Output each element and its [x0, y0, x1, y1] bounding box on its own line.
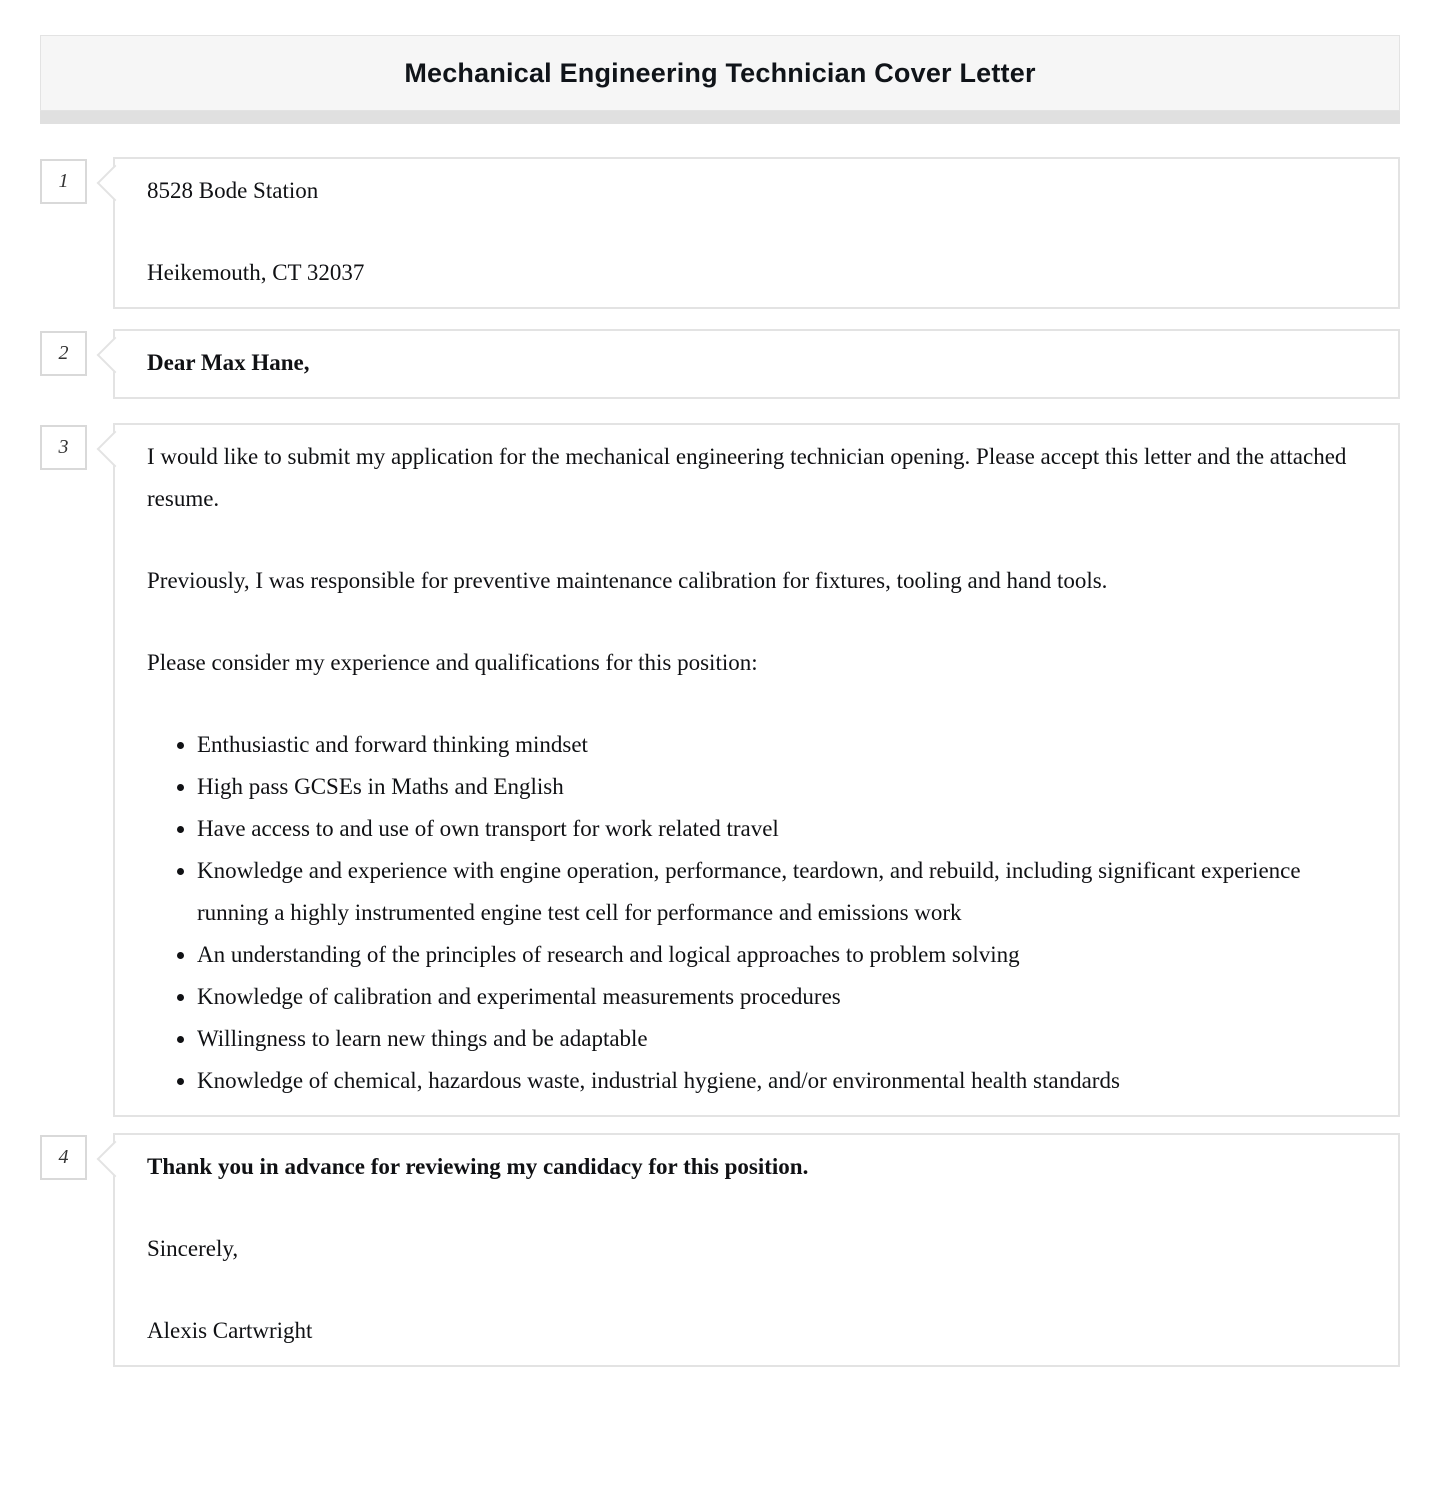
qualification-item: • High pass GCSEs in Maths and English	[197, 766, 1366, 808]
qualification-item: • Knowledge and experience with engine operation, performance, teardown, and rebuild, including significant experience running a highly instrumented engine test cell for performance and emissions work	[197, 850, 1366, 934]
qualification-item: • Have access to and use of own transport for work related travel	[197, 808, 1366, 850]
body-paragraph-2: Previously, I was responsible for preventive maintenance calibration for fixtures, tooling and hand tools.	[147, 568, 1108, 593]
address-line-2: Heikemouth, CT 32037	[147, 260, 365, 285]
qualification-item: • Knowledge of calibration and experimental measurements procedures	[197, 976, 1366, 1018]
address-line-1: 8528 Bode Station	[147, 178, 319, 203]
signoff-text: Sincerely,	[147, 1236, 239, 1261]
closing-box[interactable]	[113, 1133, 1400, 1367]
qualification-item: • Enthusiastic and forward thinking mindset	[197, 724, 1366, 766]
section-body	[40, 423, 1400, 1117]
document-header	[40, 35, 1400, 111]
salutation-box[interactable]	[113, 329, 1400, 399]
qualifications-list	[147, 724, 1366, 1102]
salutation-text: Dear Max Hane,	[147, 350, 310, 375]
badge-number: 3	[58, 436, 69, 458]
qualification-item: • Willingness to learn new things and be adaptable	[197, 1018, 1366, 1060]
section-closing	[40, 1133, 1400, 1367]
page-title: Mechanical Engineering Technician Cover Letter	[404, 57, 1036, 88]
section-number-badge[interactable]	[40, 159, 87, 204]
section-address	[40, 157, 1400, 309]
body-paragraph-1: I would like to submit my application for the mechanical engineering technician opening. Please accept this letter and the attached resume.	[147, 444, 1347, 511]
signature-text: Alexis Cartwright	[147, 1318, 313, 1343]
address-box[interactable]	[113, 157, 1400, 309]
closing-text: Thank you in advance for reviewing my candidacy for this position.	[147, 1154, 809, 1179]
badge-number: 1	[58, 170, 69, 192]
section-number-badge[interactable]	[40, 425, 87, 470]
section-number-badge[interactable]	[40, 1135, 87, 1180]
badge-number: 2	[58, 342, 69, 364]
badge-number: 4	[58, 1146, 69, 1168]
body-paragraph-3: Please consider my experience and qualifications for this position:	[147, 650, 758, 675]
qualification-item: • Knowledge of chemical, hazardous waste, industrial hygiene, and/or environmental health standards	[197, 1060, 1366, 1102]
header-divider	[40, 111, 1400, 124]
section-salutation	[40, 329, 1400, 399]
qualification-item: • An understanding of the principles of research and logical approaches to problem solving	[197, 934, 1366, 976]
body-box[interactable]	[113, 423, 1400, 1117]
section-number-badge[interactable]	[40, 331, 87, 376]
